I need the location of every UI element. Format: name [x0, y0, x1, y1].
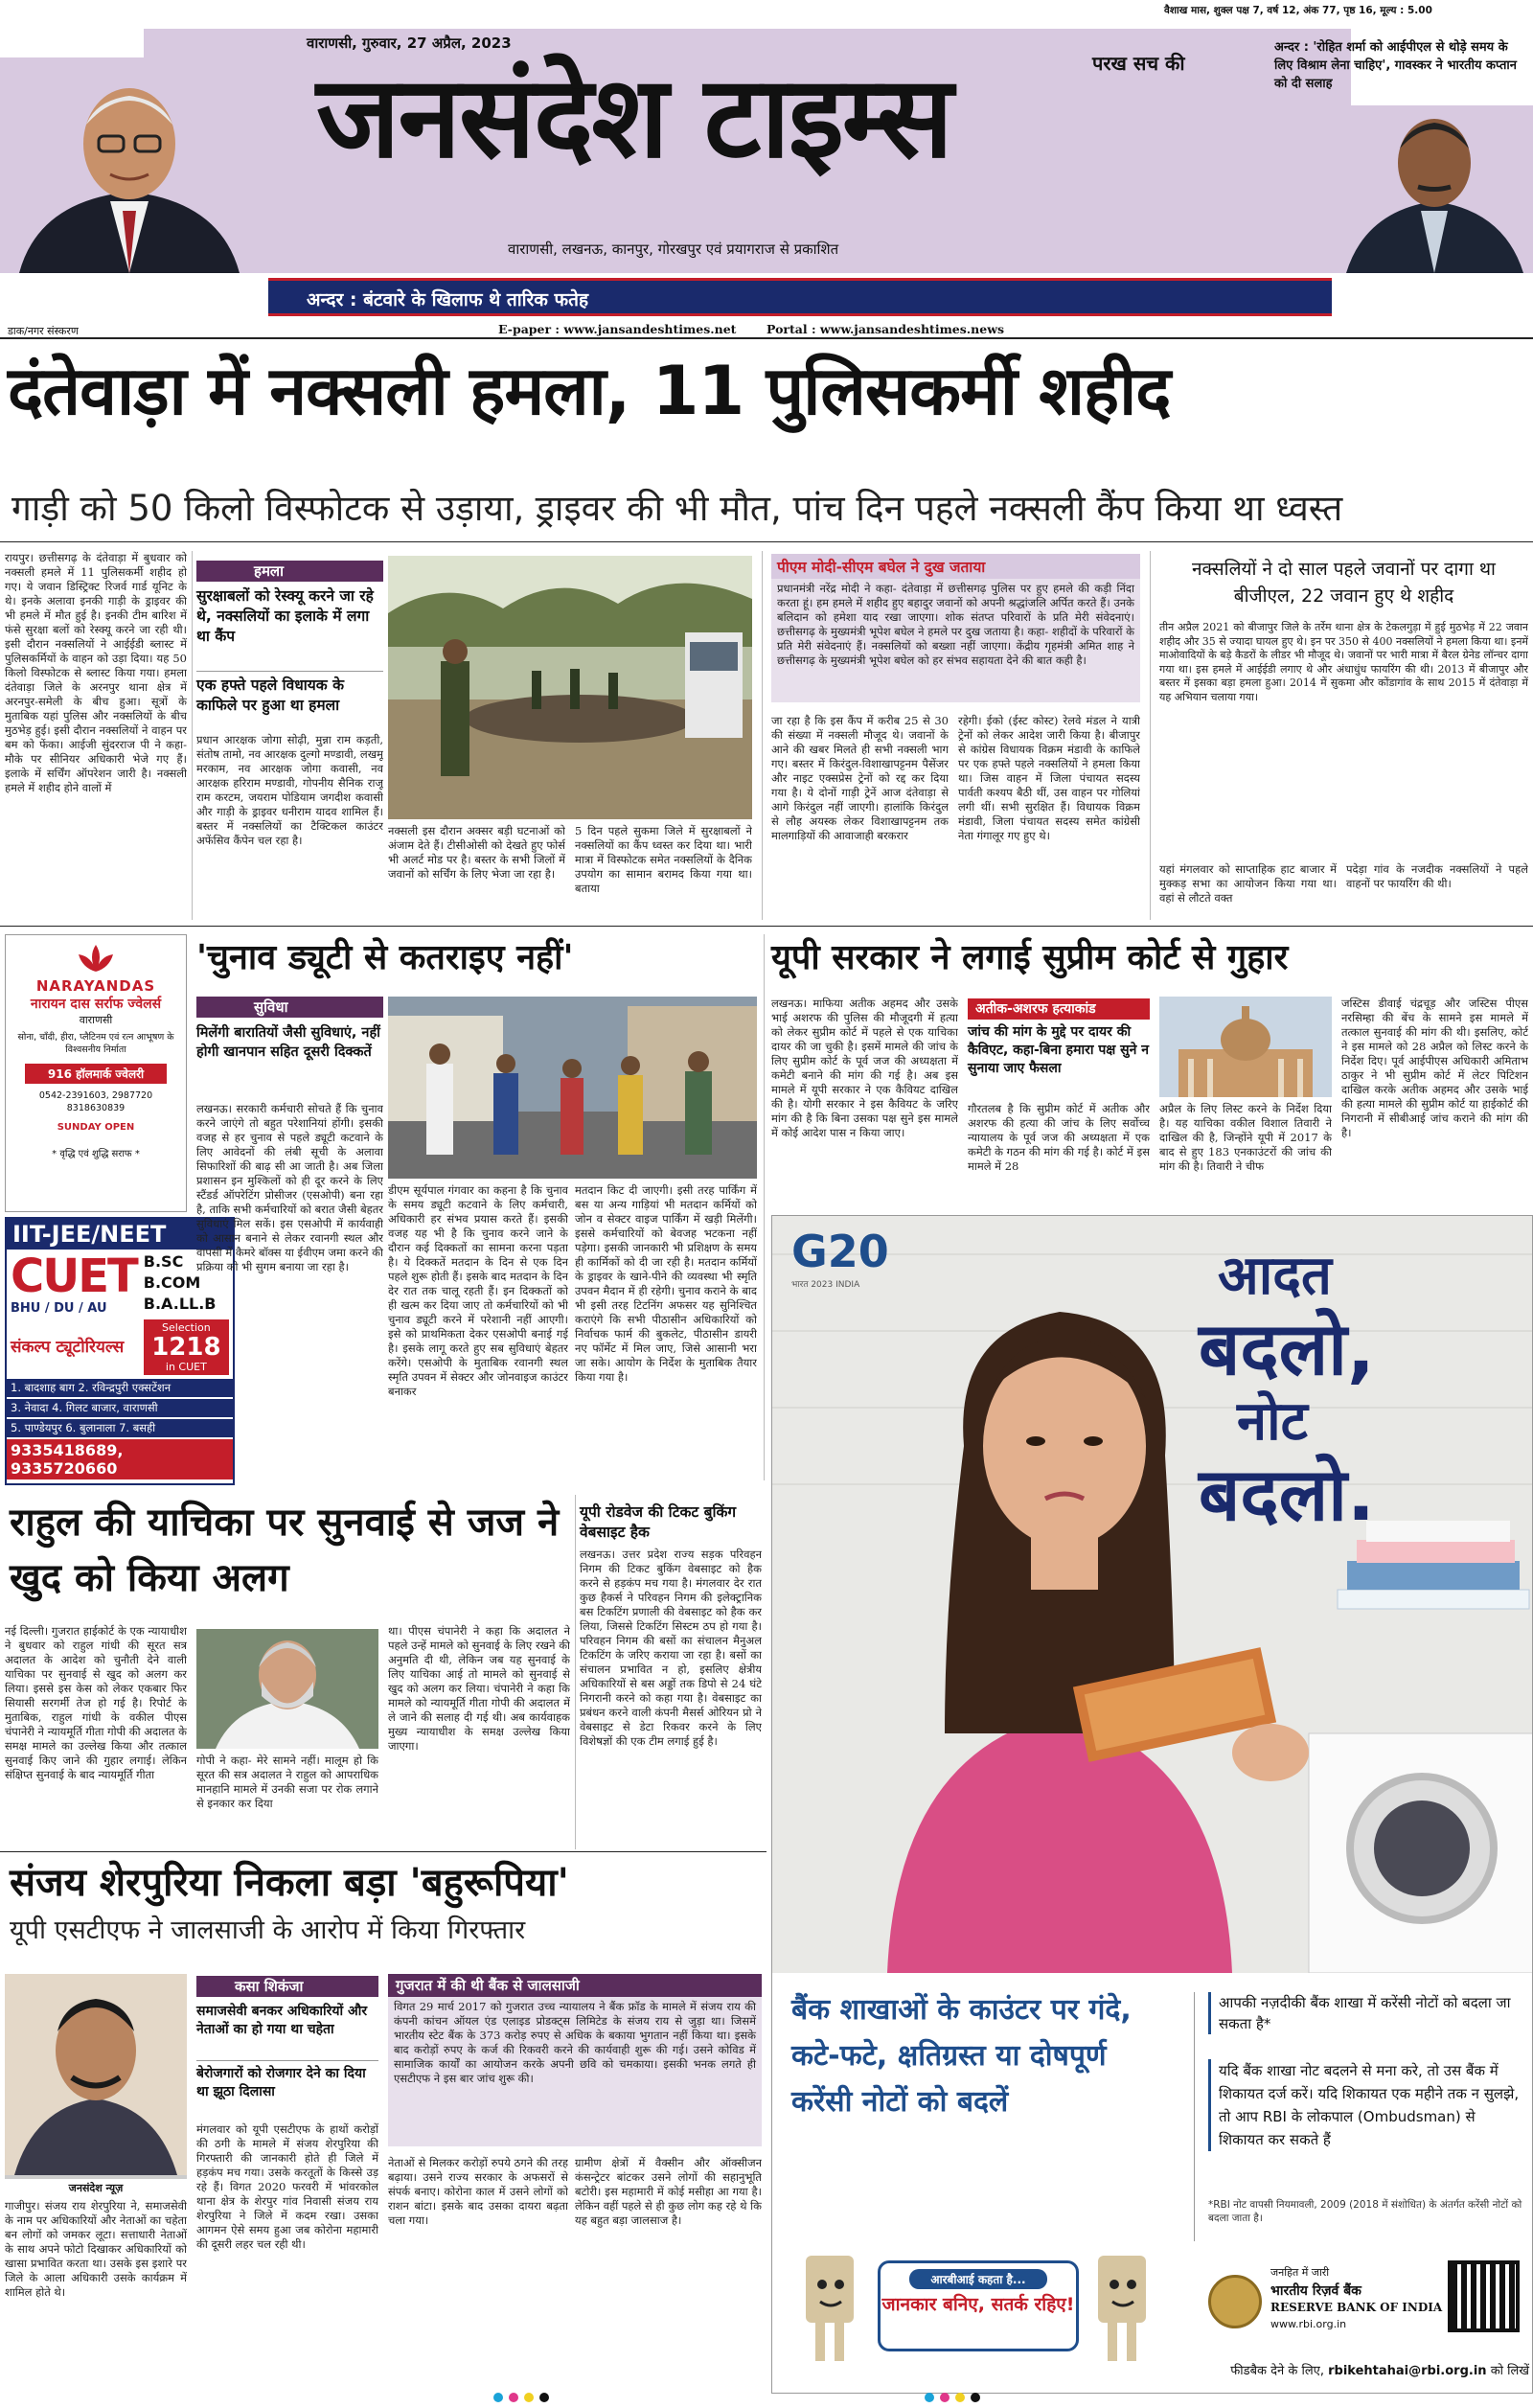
rbi-name-en: RESERVE BANK OF INDIA	[1270, 2301, 1443, 2314]
cuet-branch: 1. बादशाह बाग 2. रविन्द्रपुरी एक्सटेंशन	[7, 1379, 233, 1397]
lead-subhead: गाड़ी को 50 किलो विस्फोटक से उड़ाया, ड्राइवर की भी मौत, पांच दिन पहले नक्सली कैंप किया था ध्वस्त	[11, 488, 1343, 529]
pm-box	[771, 554, 1140, 702]
masthead-rule	[0, 337, 1533, 339]
narayandas-note: * वृद्धि एवं शुद्धि सराफ *	[52, 1149, 140, 1159]
lead-right-foot-a: यहां मंगलवार को साप्ताहिक हाट बाजार में मुक्कड़ सभा का आयोजन किया गया था। वहां से लौटते वक्त	[1159, 862, 1337, 905]
narayandas-address: 916 हॉलमार्क ज्वेलरी	[25, 1064, 167, 1084]
lead-rule	[0, 541, 1533, 542]
narayandas-ad[interactable]	[5, 934, 187, 1212]
cuet-selection-sub: in CUET	[165, 1361, 207, 1373]
sherpuria-col2: मंगलवार को यूपी एसटीएफ के हाथों करोड़ों की ठगी के मामले में संजय शेरपुरिया की गिरफ्तारी की जानकारी होते ही जिले में हड़कंप मच गया। उसके करतूतों के किस्से उड़ रहे हैं। विगत 2020 फरवरी में भांवरकोल थाना क्षेत्र के शेरपुर गांव निवासी संजय राय शेरपुरिया ने जिले में कदम रखा। उसका आगमन ऐसे समय हुआ जब कोरोना महामारी की दूसरी लहर चल रही थी।	[196, 2122, 378, 2251]
sherpuria-kicker-text: कसा शिकंजा	[235, 1978, 304, 1995]
rbi-bubble-top: आरबीआई कहता है...	[909, 2269, 1047, 2289]
lead-right-head: नक्सलियों ने दो साल पहले जवानों पर दागा था बीजीएल, 22 जवान हुए थे शहीद	[1192, 559, 1496, 607]
gujarat-box	[388, 1974, 762, 2146]
election-kicker	[196, 997, 383, 1018]
rbi-seal-icon	[1208, 2275, 1262, 2328]
rbi-main-msg: बैंक शाखाओं के काउंटर पर गंदे, कटे-फटे, क्षतिग्रस्त या दोषपूर्ण करेंसी नोटों को बदलें	[791, 1993, 1132, 2119]
supreme-side: जांच की मांग के मुद्दे पर दायर की कैविएट, कहा-बिना हमारा पक्ष सुने न सुनाया जाए फैसला	[968, 1024, 1150, 1076]
lead-col5: रहेगी। ईको (ईस्ट कोस्ट) रेलवे मंडल ने यात्री ट्रेनों को लेकर आदेश जारी किया है। बीजापुर से कांग्रेस विधायक विक्रम मंडावी के काफिले पर एक हफ्ते पहले नक्सलियों ने हमला किया था। जिस वाहन में जिला पंचायत सदस्य पार्वती कश्यप बैठी थीं, उस वाहन पर गोलियां लगी थीं। सभी सुरक्षित हैं। विधायक विक्रम मंडावी, जिला पंचायत सदस्य समेत कांग्रेसी नेता गंगालूर गए हुए थे।	[958, 714, 1140, 842]
cuet-phones: 9335418689, 9335720660	[7, 1439, 233, 1479]
newspaper-title: जनसंदेश टाइम्स	[316, 51, 951, 183]
rbi-slogan-2: बदलो,	[1199, 1306, 1375, 1391]
tagline: परख सच की	[1092, 52, 1185, 75]
supreme-col1: लखनऊ। माफिया अतीक अहमद और उसके भाई अशरफ की पुलिस की मौजूदगी में हत्या को लेकर सुप्रीम कोर्ट में पहले से एक याचिका दायर की जा चुकी है। इसमें मामले की जांच के लिए सुप्रीम कोर्ट के पूर्व जज की अध्यक्षता में कमेटी बनाने की मांग की गई है। अब इस मामले में यूपी सरकार ने एक कैवियट दाखिल की है। योगी सरकार ने इस कैवियट के जरिए मांग की है कि बिना उसका पक्ष सुने इस मामले में कोई आदेश पास न किया जाए।	[771, 997, 958, 1139]
rbi-bubble-main: जानकार बनिए, सतर्क रहिए!	[881, 2294, 1075, 2315]
sherpuria-headline: संजय शेरपुरिया निकला बड़ा 'बहुरूपिया'	[10, 1861, 569, 1905]
inside-right-teaser: अन्दर : 'रोहित शर्मा को आईपीएल से थोड़े समय के लिए विश्राम लेना चाहिए', गावस्कर ने भारतीय कप्तान को दी सलाह	[1274, 40, 1517, 91]
section-rule	[0, 1851, 766, 1852]
rbi-url[interactable]: www.rbi.org.in	[1270, 2318, 1347, 2330]
rbi-name-hi: भारतीय रिज़र्व बैंक	[1270, 2283, 1361, 2299]
epaper-link[interactable]: E-paper : www.jansandeshtimes.net	[498, 322, 737, 336]
election-kicker-text: सुविधा	[254, 998, 288, 1016]
lead-kicker-text: हमला	[254, 562, 284, 580]
dateline: वाराणसी, गुरुवार, 27 अप्रैल, 2023	[307, 34, 512, 52]
lead-side1: सुरक्षाबलों को रेस्क्यू करने जा रहे थे, नक्सलियों का इलाके में लगा था कैंप	[196, 587, 374, 645]
rbi-feedback	[1136, 2361, 1529, 2378]
supreme-col3: अप्रैल के लिए लिस्ट करने के निर्देश दिया है। यह याचिका वकील विशाल तिवारी ने दाखिल की है, जिन्होंने यूपी में 2017 के बाद से हुए 183 एनकाउंटरों की जांच की मांग की है। तिवारी ने चीफ	[1159, 1102, 1332, 1173]
lead-col1: रायपुर। छत्तीसगढ़ के दंतेवाड़ा में बुधवार को नक्सली हमले में 11 पुलिसकर्मी शहीद हो गए। ये जवान डिस्ट्रिक्ट रिजर्व गार्ड यूनिट के थे। इनके अलावा इनकी गाड़ी के ड्राइवर की भी हमले में मौत हुई है। इनकी टीम बारिश में फंसे सुरक्षा बलों को रेस्क्यू करने जा रही थी। इसी दौरान नक्सलियों ने आईईडी ब्लास्ट में पुलिसकर्मियों के वाहन को उड़ा दिया। यह 50 किलो विस्फोटक से ब्लास्ट किया गया। हमला दंतेवाड़ा जिले के अरनपुर थाना क्षेत्र में अरनपुर-समेली के बीच हुआ। सूत्रों के मुताबिक यहां पुलिस और नक्सलियों के बीच मुठभेड़ हुई। इसी दौरान नक्सलियों ने वाहन पर बम को फेंका। आईजी सुंदरराज पी ने कहा- मौके पर सीनियर अधिकारी भेजे गए हैं। इलाके में सर्चिंग ऑपरेशन जारी है। नक्सली हमले में शहीद होने वालों में	[5, 551, 187, 794]
edition-label: डाक/नगर संस्करण	[8, 325, 79, 337]
divider	[575, 1495, 576, 1849]
tarek-fatah-photo	[0, 57, 259, 273]
election-photo	[388, 997, 757, 1179]
cuet-branch: 3. नेवादा 4. गिलट बाजार, वाराणसी	[7, 1399, 233, 1417]
masthead	[0, 0, 1533, 335]
narayandas-city: वाराणसी	[79, 1014, 113, 1026]
narayandas-phones: 0542-2391603, 2987720 8318630839	[38, 1090, 153, 1113]
rbi-feedback-suffix: को लिखें	[1490, 2364, 1529, 2378]
sherpuria-col4: ग्रामीण क्षेत्रों में वैक्सीन और ऑक्सीजन कंसन्ट्रेटर बांटकर उसने लोगों की सहानुभूति बटोरी। इस महामारी में कोई मसीहा आ गया है। लेकिन वहीं पहले से ही कुछ लोग कह रहे थे कि यह बहुत बड़ा जालसाज है।	[575, 2156, 762, 2227]
narayandas-name-hi: नारायन दास सर्राफ ज्वेलर्स	[30, 997, 162, 1012]
inside-left-teaser: अन्दर : बंटवारे के खिलाफ थे तारिक फतेह	[307, 289, 589, 310]
sherpuria-col3: नेताओं से मिलकर करोड़ों रुपये ठगने की तरह बढ़ाया। उसने राज्य सरकार के अफसरों से संपर्क बनाए। कोरोना काल में उसने लोगों को राशन बांटा। इसके बाद उसका दायरा बढ़ता चला गया।	[388, 2156, 568, 2227]
cuet-sub: BHU / DU / AU	[11, 1301, 107, 1316]
gavaskar-photo	[1337, 105, 1533, 273]
supreme-col2: गौरतलब है कि सुप्रीम कोर्ट में अतीक और अशरफ की हत्या की जांच के लिए सर्वोच्च न्यायालय के पूर्व जज की अध्यक्षता में एक कमेटी के गठन की मांग की गई है। कोर्ट में इस मामले में 28	[968, 1102, 1150, 1173]
rbi-feedback-email[interactable]: rbikehtahai@rbi.org.in	[1328, 2364, 1487, 2378]
rbi-slogan-1: आदत	[1218, 1245, 1332, 1307]
rbi-slogan	[1199, 1240, 1524, 1537]
portal-link[interactable]: Portal : www.jansandeshtimes.news	[766, 322, 1004, 336]
dantewada-photo	[388, 556, 752, 819]
cuet-courses: B.SC B.COM B.A.LL.B	[143, 1252, 217, 1313]
divider	[1194, 1992, 1195, 2241]
cuet-big: CUET	[11, 1250, 137, 1303]
lead-kicker	[196, 561, 383, 582]
lead-headline: दंतेवाड़ा में नक्सली हमला, 11 पुलिसकर्मी शहीद	[8, 352, 1171, 430]
ticket-headline: यूपी रोडवेज की टिकट बुकिंग वेबसाइट हैक	[580, 1503, 737, 1541]
lead-col4: जा रहा है कि इस कैंप में करीब 25 से 30 की संख्या में नक्सली मौजूद थे। जवानों के आने की खबर मिलते ही सभी नक्सली भाग गए। बस्तर में किरंदुल-विशाखापट्टनम पैसेंजर और नाइट एक्सप्रेस ट्रेनों को रद्द कर दिया गया है। ये दोनों गाड़ी ट्रेनें आज दंतेवाड़ा से आगे किरंदुल नहीं जाएगी। हालांकि किरंदुल से लौह अयस्क लेकर विशाखापट्टनम तक मालगाड़ियों की आवाजाही बरकरार	[771, 714, 949, 842]
sherpuria-subhead: यूपी एसटीएफ ने जालसाजी के आरोप में किया गिरफ्तार	[10, 1915, 526, 1945]
rahul-headline: राहुल की याचिका पर सुनवाई से जज ने खुद को किया अलग	[10, 1501, 560, 1600]
sherpuria-col1: गाजीपुर। संजय राय शेरपुरिया ने, समाजसेवी के नाम पर अधिकारियों और नेताओं का चहेता बन लोगों को जमकर लूटा। सत्ताधारी नेताओं के साथ अपने फोटो दिखाकर अधिकारियों को खासा प्रभावित करता था। उसके इस इशारे पर जिले के आला अधिकारी उसके कार्यक्रम में शामिल होते थे।	[5, 2199, 187, 2299]
g20-sub: भारत 2023 INDIA	[791, 1280, 860, 1290]
divider	[764, 934, 765, 1480]
supreme-col4: जस्टिस डीवाई चंद्रचूड़ और जस्टिस पीएस नरसिम्हा की बेंच के सामने इस मामले में तत्काल सुनवाई की मांग की थी। इसलिए, कोर्ट ने इस मामले को 28 अप्रैल को लिस्ट करने के निर्देश दिए। पूर्व आईपीएस अधिकारी अमिताभ ठाकुर ने भी सुप्रीम कोर्ट में लेटर पिटिशन दाखिल करके अतीक अहमद और उसके भाई की हत्या मामले की सुप्रीम कोर्ट या हाईकोर्ट की निगरानी में सीबीआई जांच कराने की मांग की है।	[1341, 997, 1528, 1139]
cuet-branch: 5. पाण्डेयपुर 6. बुलानाला 7. बसही	[7, 1419, 233, 1437]
rbi-issued: जनहित में जारी	[1270, 2266, 1330, 2279]
rbi-bullet: आपकी नज़दीकी बैंक शाखा में करेंसी नोटों को बदला जा सकता है*	[1208, 1992, 1524, 2034]
registration-marks	[493, 2393, 549, 2402]
rbi-main-box	[772, 1973, 1533, 2394]
lotus-icon	[75, 943, 117, 977]
rbi-slogan-3: नोट	[1237, 1390, 1308, 1453]
narayandas-desc: सोना, चाँदी, हीरा, प्लैटिनम एवं रत्न आभूषण के विश्वसनीय निर्माता	[17, 1032, 174, 1055]
election-col3: मतदान किट दी जाएगी। इसी तरह पार्किंग में बस या अन्य गाड़ियां भी मतदान कर्मियों को जोन व सेक्टर वाइज पार्किंग में खड़ी मिलेंगी। इससे कर्मचारियों को बेवजह भटकना नहीं पड़ेगा। इसकी जानकारी भी प्रशिक्षण के समय ही कार्मिकों को दी जा रही है। मतदान कर्मियों के ड्राइवर के खाने-पीने की व्यवस्था भी स्मृति उपवन मैदान में ही रहेगी। चुनाव कराने के बाद भी इसी तरह टिटनिंग अफसर यह सुनिश्चित कराएंगे कि सभी पीठासीन अधिकारियों को निर्वाचक फार्म की बुकलेट, पीठासीन डायरी नए फॉर्मेट में मिल जाए, जिसे आसानी भरा जा सके। आयोग के निर्देश के मुताबिक तैयार किया गया है।	[575, 1183, 757, 1384]
ticket-text: लखनऊ। उत्तर प्रदेश राज्य सड़क परिवहन निगम की टिकट बुकिंग वेबसाइट को हैक करने से हड़कंप मच गया है। मंगलवार देर रात कुछ हैकर्स ने परिवहन निगम की इलेक्ट्रानिक बस टिकटिंग प्रणाली की वेबसाइट को हैक कर लिया, जिससे टिकटिंग सिस्टम ठप हो गया है। परिवहन निगम की बसों का संचालन मैनुअल टिकटिंग के जरिए कराया जा रहा है। बसों का संचालन प्रभावित न हो, इसलिए क्षेत्रीय अधिकारियों से बस अड्डों तक डिपो से 24 घंटे निगरानी करने को कहा गया है। वेबसाइट का प्रबंधन करने वाली कंपनी मैसर्स ओरियन प्रो ने वेबसाइट से डेटा रिकवर करने के लिए विशेषज्ञों की एक टीम लगाई हुई है।	[580, 1548, 762, 1748]
supreme-headline: यूपी सरकार ने लगाई सुप्रीम कोर्ट से गुहार	[771, 938, 1289, 977]
rahul-photo	[196, 1629, 378, 1749]
rbi-feedback-prefix: फीडबैक देने के लिए,	[1230, 2364, 1324, 2378]
supreme-kicker-text: अतीक-अशरफ हत्याकांड	[975, 1001, 1096, 1017]
cuet-selection-label: Selection	[162, 1321, 211, 1334]
sherpuria-side1: समाजसेवी बनकर अधिकारियों और नेताओं का हो गया था चहेता	[196, 2004, 368, 2037]
divider	[192, 551, 193, 920]
election-col2: डीएम सूर्यपाल गंगवार का कहना है कि चुनाव के समय ड्यूटी कटवाने के लिए कर्मचारी, अधिकारी हर संभव प्रयास करते हैं। इसकी वजह यह भी है कि चुनाव करने जाने के दौरान कई दिक्कतों का सामना करना पड़ता है। ये दिक्कतें मतदान के दिन से एक दिन पहले शुरू होती हैं। इसके बाद मतदान के दिन देर रात तक चालू रहती हैं। इन दिक्कतों को ही खत्म कर दिया जाए तो कर्मचारियों को भी चुनाव ड्यूटी करने में परेशानी नहीं आएगी। इसे को प्राथमिकता देकर एसओपी बनाई गई है। इसके लागू करते हुए सब सुविधाएं बेहतर करेंगे। एसओपी के मुताबिक रवानगी स्थल स्मृति उपवन में सेक्टर और जोनवाइज काउंटर बनाकर	[388, 1183, 568, 1398]
rbi-bullet: यदि बैंक शाखा नोट बदलने से मना करे, तो उस बैंक में शिकायत दर्ज करें। यदि शिकायत एक महीने तक न सुलझे, तो आप RBI के लोकपाल (Ombudsman) से शिकायत कर सकते हैं	[1208, 2059, 1524, 2151]
cities-line: वाराणसी, लखनऊ, कानपुर, गोरखपुर एवं प्रयागराज से प्रकाशित	[508, 241, 839, 258]
divider	[762, 551, 763, 920]
supreme-court-photo	[1159, 997, 1332, 1097]
gujarat-head: गुजरात में की थी बैंक से जालसाजी	[388, 1974, 762, 1997]
rbi-bubble	[878, 2260, 1079, 2351]
rbi-mascot-illustration	[791, 2246, 868, 2371]
registration-marks	[925, 2393, 980, 2402]
rahul-photo-text: गोपी ने कहा- मेरे सामने नहीं। मालूम हो कि सूरत की सत्र अदालत ने राहुल को आपराधिक मानहानि मामले में उनकी सजा पर रोक लगाने से इनकार कर दिया	[196, 1754, 378, 1810]
pm-text: प्रधानमंत्री नरेंद्र मोदी ने कहा- दंतेवाड़ा में छत्तीसगढ़ पुलिस पर हुए हमले की कड़ी निंदा करता हूं। हम हमले में शहीद हुए बहादुर जवानों को अपनी श्रद्धांजलि अर्पित करते हैं। उनके बलिदान को हमेशा याद रखा जाएगा। शोक संतप्त परिवारों के प्रति मेरी संवेदनाएं। छत्तीसगढ़ के मुख्यमंत्री भूपेश बघेल ने हमले पर दुख जताया है। कहा- शहीदों के परिवारों के प्रति मेरी संवेदनाएं हैं। नक्सलियों को बख्शा नहीं जाएगा। केंद्रीय गृहमंत्री अमित शाह ने छत्तीसगढ़ के मुख्यमंत्री भूपेश बघेल को हर संभव सहायता देने की बात कही है।	[777, 582, 1134, 667]
cuet-top: IIT-JEE/NEET	[7, 1219, 233, 1250]
sherpuria-photo	[5, 1974, 187, 2194]
issue-info: वैशाख मास, शुक्ल पक्ष 7, वर्ष 12, अंक 77, पृष्ठ 16, मूल्य : 5.00	[1164, 5, 1432, 16]
rbi-slogan-4: बदलो.	[1199, 1452, 1375, 1537]
section-rule	[0, 926, 1533, 927]
lead-side2: एक हफ्ते पहले विधायक के काफिले पर हुआ था हमला	[196, 671, 383, 716]
supreme-kicker	[968, 998, 1150, 1020]
lead-right-foot-b: पदेड़ा गांव के नजदीक नक्सलियों ने पहले वाहनों पर फायरिंग की थी।	[1346, 862, 1528, 890]
inside-strip	[268, 278, 1332, 316]
election-col1: लखनऊ। सरकारी कर्मचारी सोचते हैं कि चुनाव करने जाएंगे तो बहुत परेशानियां होंगी। इसकी वजह से हर चुनाव से पहले ड्यूटी कटवाने के लिए आवेदनों की लंबी सूची के अलावा सिफारिशों की बाढ़ सी आ जाती है। अब जिला प्रशासन इन मुश्किलों को ही दूर करने के लिए स्टैंडर्ड ऑपरेटिंग प्रोसीजर (एसओपी) बना रहा है, ताकि सभी कर्मचारियों को बरात जैसी बेहतर सुविधाएं मिल सकें। इस एसओपी में कार्यवाही को आसान बनाने से लेकर रवानगी स्थल और वापसी में कैमरे बॉक्स या ईवीएम जमा करने की प्रक्रिया को भी सुगम बनाया जा रहा है।	[196, 1102, 383, 1273]
sherpuria-side2: बेरोजगारों को रोजगार देने का दिया था झूठा दिलासा	[196, 2060, 378, 2101]
gujarat-text: विगत 29 मार्च 2017 को गुजरात उच्च न्यायालय ने बैंक फ्रॉड के मामले में संजय राय की कंपनी कांचन ऑयल एंड एलाइड प्रोडक्ट्स लिमिटेड के संजय राय से जुड़ा था। जिसमें भारतीय स्टेट बैंक के 373 करोड़ रुपए से अधिक के बकाया भुगतान नहीं किया था। इसके बाद करोड़ों रुपए के कर्ज की रिकवरी करने की कार्यवाही शुरू की गई। उसने कोविड में सामाजिक कार्यों का आयोजन करके अपनी छवि को चमकाया। इसकी भनक लगते ही एसटीएफ ने इस बार जांच शुरू की।	[394, 2000, 756, 2085]
cuet-selection: 1218	[151, 1333, 221, 1362]
qr-code-icon[interactable]	[1448, 2260, 1520, 2332]
lead-col2: प्रधान आरक्षक जोगा सोढ़ी, मुन्ना राम कड़ती, संतोष तामो, नव आरक्षक दुल्गो मण्डावी, लखमू मरकाम, नव आरक्षक जोगा कवासी, नव आरक्षक हरिराम मण्डावी, गोपनीय सैनिक राजू राम करटम, जयराम पोडियाम जगदीश कवासी और गाड़ी के ड्राइवर धनीराम यादव शामिल हैं। बस्तर में नक्सलियों का टैक्टिकल काउंटर अफेंसिव कैंपेन चल रहा है।	[196, 733, 383, 847]
rbi-mascot-illustration	[1084, 2246, 1160, 2371]
divider	[1150, 551, 1151, 920]
g20-text: G20	[791, 1226, 889, 1277]
rahul-col1: नई दिल्ली। गुजरात हाईकोर्ट के एक न्यायाधीश ने बुधवार को राहुल गांधी की सूरत सत्र अदालत के आदेश को चुनौती देने वाली याचिका पर सुनवाई से खुद को अलग कर लिया। इससे इस केस को लेकर एकबार फिर सियासी सरगर्मी तेज हो गई है। रिपोर्ट के मुताबिक, राहुल गांधी के वकील पीएस चंपानेरी ने न्यायमूर्ति गीता गोपी की अदालत के समक्ष मामले का उल्लेख किया और तत्काल सुनवाई किए जाने की गुहार लगाई। लेकिन संक्षिप्त सुनवाई के बाद न्यायमूर्ति गीता	[5, 1624, 187, 1781]
narayandas-open: SUNDAY OPEN	[57, 1122, 135, 1133]
lead-under-photo-a: नक्सली इस दौरान अक्सर बड़ी घटनाओं को अंजाम देते हैं। टीसीओसी को देखते हुए फोर्स भी अलर्ट मोड पर है। बस्तर के सभी जिलों में जवानों को सर्चिंग के लिए भेजा जा रहा है।	[388, 824, 565, 881]
rbi-ad[interactable]	[771, 1215, 1533, 2394]
election-headline: 'चुनाव ड्यूटी से कतराइए नहीं'	[196, 938, 574, 977]
cuet-brand: संकल्प ट्यूटोरियल्स	[11, 1338, 125, 1357]
rahul-col3: था। पीएस चंपानेरी ने कहा कि अदालत ने पहले उन्हें मामले को सुनवाई के लिए रखने की अनुमति दी थी, लेकिन जब यह सुनवाई के लिए याचिका आई तो मामले को सुनवाई से खुद को अलग कर लिया। चंपानेरी ने कहा कि मामले को न्यायमूर्ति गीता गोपी की अदालत में ले जाने की सलाह दी गई थी। अब कार्यवाहक मुख्य न्यायाधीश के समक्ष उल्लेख किया जाएगा।	[388, 1624, 570, 1753]
election-side: मिलेंगी बारातियों जैसी सुविधाएं, नहीं होगी खानपान सहित दूसरी दिक्कतें	[196, 1025, 380, 1060]
sherpuria-kicker	[196, 1976, 378, 1997]
narayandas-name-en: NARAYANDAS	[35, 977, 156, 995]
sherpuria-photo-caption: जनसंदेश न्यूज़	[5, 2179, 187, 2194]
pm-kicker: पीएम मोदी-सीएम बघेल ने दुख जताया	[771, 554, 1140, 579]
g20-logo	[791, 1226, 889, 1290]
rbi-footnote: *RBI नोट वापसी नियमावली, 2009 (2018 में संशोधित) के अंतर्गत करेंसी नोटों को बदला जाता है।	[1208, 2199, 1522, 2224]
lead-under-photo-b: 5 दिन पहले सुकमा जिले में सुरक्षाबलों ने नक्सलियों का कैंप ध्वस्त कर दिया था। भारी मात्रा में विस्फोटक समेत नक्सलियों के दैनिक उपयोग का सामान बरामद किया गया था। बताया	[575, 824, 752, 895]
lead-right-text: तीन अप्रैल 2021 को बीजापुर जिले के तर्रेम थाना क्षेत्र के टेकलगुड़ा में हुई मुठभेड़ में 22 जवान शहीद और 35 से ज्यादा घायल हुए थे। इन पर 350 से 400 नक्सलियों ने हमला किया था। इनमें माओवादियों के बड़े कैडरों के लीडर भी मौजूद थे। जवानों पर भारी मात्रा में बैरल ग्रेनेड लॉन्चर दागा गया था। इस हमले में आईईडी लगाए थे और अंधाधुंध फायरिंग की थी। 2013 में बीजापुर और बस्तर में इसका बड़ा हमला हुआ। 2014 में सुकमा और कोंडागांव के साथ 2015 में दंतेवाड़ा में यह अभियान चलाया गया।	[1159, 621, 1528, 703]
